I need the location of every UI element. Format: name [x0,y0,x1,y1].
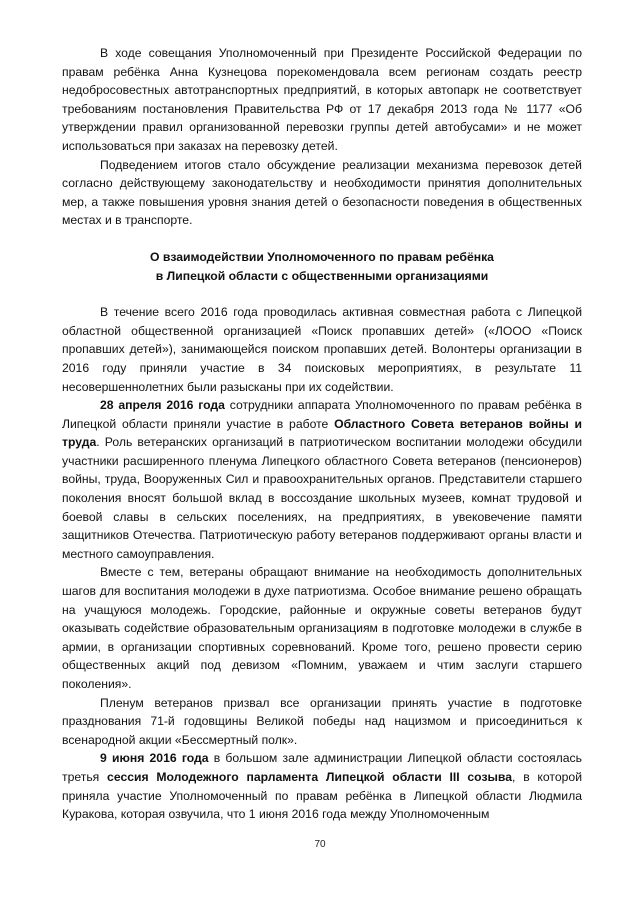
paragraph-veterans-council [62,396,582,563]
paragraph-missing-children-search: В течение всего 2016 года проводилась активная совместная работа с Липецкой областной общественной организацией «Поиск пропавших детей» («ЛООО «Поиск пропавших детей»), занимающейся поиском пропавших детей. Волонтеры организации в 2016 году приняли участие в 34 поисковых мероприятиях, в результате 11 несовершеннолетних были разысканы при их содействии. [62,305,582,394]
section-heading-line-2: в Липецкой области с общественными организациями [155,268,489,283]
document-page [62,44,582,824]
date-april-28: 28 апреля 2016 года [100,398,225,413]
paragraph-patriotic-education: Вместе с тем, ветераны обращают внимание на необходимость дополнительных шагов для воспитания молодежи в духе патриотизма. Особое внимание решено обращать на учащуюся молодежь. Городские, районные и окружные советы ветеранов будут оказывать содействие образовательным организациям в подготовке молодежи в службе в армии, в организации спортивных соревнований. Кроме того, решено провести серию общественных акций под девизом «Помним, уважаем и чтим заслуги старшего поколения». [62,565,582,691]
paragraph-summary: Подведением итогов стало обсуждение реализации механизма перевозок детей согласно действующему законодательству и необходимости принятия дополнительных мер, а также повышения уровня знания детей о безопасности поведения в общественных местах и в транспорте. [62,157,582,228]
text-segment: в большом зале администрации Липецкой области состоялась третья [62,751,582,784]
text-segment: сотрудники аппарата Уполномоченного по правам ребёнка в Липецкой области приняли участие в работе [62,398,582,431]
page-number: 70 [314,839,326,850]
spacer [62,230,582,248]
section-heading-line-1: О взаимодействии Уполномоченного по правам ребёнка [150,249,494,264]
spacer [62,285,582,303]
text-segment: . Роль ветеранских организаций в патриотическом воспитании молодежи обсудили участники расширенного пленума Липецкого областного Совета ветеранов (пенсионеров) войны, труда, Вооруженных Сил и правоохранительных органов. Представители старшего поколения вносят большой вклад в воссоздание школьных музеев, комнат трудовой и боевой славы в сельских поселениях, на предприятиях, в увековечение памяти защитников Отечества. Патриотическую работу ветеранов поддерживают органы власти и местного самоуправления. [62,435,582,561]
date-june-9: 9 июня 2016 года [100,751,209,766]
paragraph-youth-parliament [62,749,582,823]
youth-parliament-session: сессия Молодежного парламента Липецкой области III созыва [107,769,513,784]
veterans-council-name: Областного Совета ветеранов войны и труда [62,416,582,450]
paragraph-victory-celebration: Пленум ветеранов призвал все организации принять участие в подготовке празднования 71-й годовщины Великой победы над нацизмом и присоединиться к всенародной акции «Бессмертный полк». [62,695,582,747]
paragraph-regional-registry: В ходе совещания Уполномоченный при Президенте Российской Федерации по правам ребёнка Анна Кузнецова порекомендовала всем регионам создать реестр недобросовестных автотранспортных предприятий, в которых автопарк не соответствует требованиям постановления Правительства РФ от 17 декабря 2013 года № 1177 «Об утверждении правил организованной перевозки группы детей автобусами» и не может использоваться при заказах на перевозку детей. [62,46,582,153]
section-heading [62,248,582,285]
text-segment: , в которой приняла участие Уполномоченный по правам ребёнка в Липецкой области Людмила Куракова, которая озвучила, что 1 июня 2016 года между Уполномоченным [62,769,583,822]
